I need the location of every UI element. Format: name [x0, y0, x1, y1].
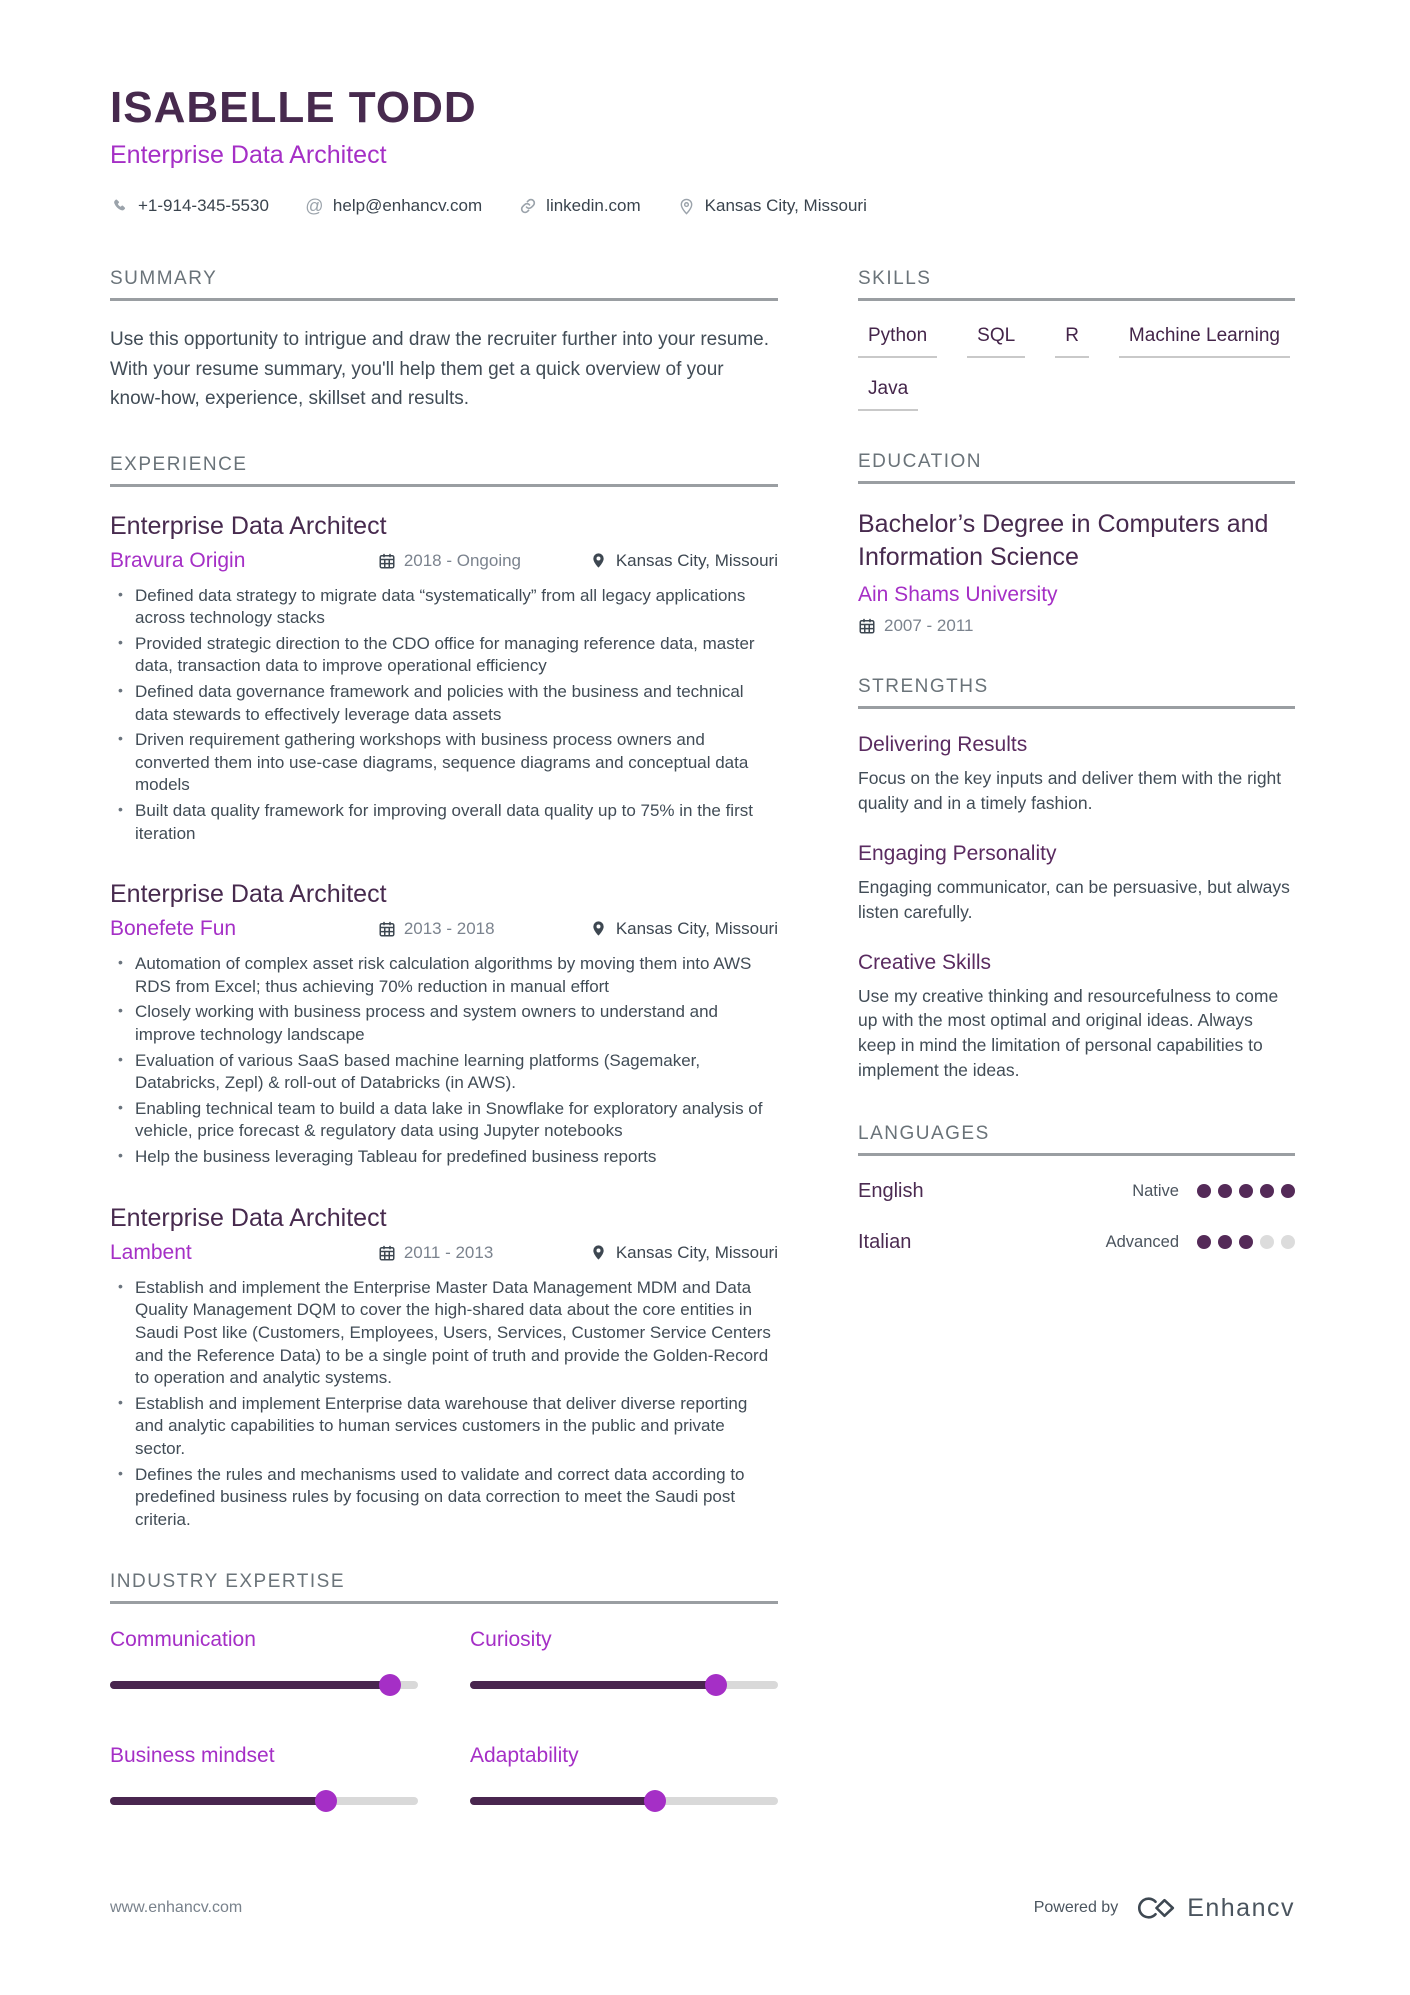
contact-item[interactable]: [518, 196, 641, 216]
education-dates: [858, 616, 1295, 636]
experience-heading: EXPERIENCE: [110, 454, 778, 487]
language-dots: [1197, 1235, 1295, 1249]
job-bullet: • Defines the rules and mechanisms used to validate and correct data according to predefined business rules by focusing on data correction to meet the Saudi post criteria.: [110, 1464, 778, 1532]
skills-list: [858, 325, 1295, 411]
skill-item: R: [1055, 325, 1089, 358]
dot-empty: [1260, 1235, 1274, 1249]
calendar-icon: [378, 1244, 396, 1262]
industry-expertise-label: Communication: [110, 1628, 256, 1652]
resume-header: [110, 85, 1295, 216]
language-level: Advanced: [1105, 1232, 1179, 1251]
experience-section: [110, 454, 778, 1532]
summary-heading: SUMMARY: [110, 268, 778, 301]
education-section: [858, 451, 1295, 636]
location-pin-icon: [590, 552, 608, 570]
job-bullets: [110, 953, 778, 1168]
left-column: [110, 268, 778, 1852]
language-name: English: [858, 1179, 924, 1202]
summary-section: [110, 268, 778, 413]
contact-text: help@enhancv.com: [332, 196, 483, 216]
expertise-slider: [470, 1674, 778, 1696]
job-dates-text: 2018 - Ongoing: [403, 550, 522, 570]
job-bullet: • Defined data governance framework and policies with the business and technical data stewards to effectively leverage data assets: [110, 681, 778, 726]
expertise-slider: [110, 1790, 418, 1812]
language-level: Native: [1132, 1181, 1179, 1200]
calendar-icon: [378, 552, 396, 570]
language-item: [858, 1180, 1295, 1203]
at-icon: @: [305, 196, 324, 217]
education-dates-text: 2007 - 2011: [884, 616, 974, 636]
industry-expertise-label: Curiosity: [470, 1628, 552, 1652]
company-name: Bravura Origin: [110, 548, 246, 572]
skill-item: Python: [858, 325, 937, 358]
calendar-icon: [858, 617, 876, 635]
contact-text: Kansas City, Missouri: [704, 196, 867, 216]
job-dates-text: 2013 - 2018: [403, 919, 495, 939]
job-bullets: [110, 1277, 778, 1532]
industry-expertise-item: [110, 1744, 418, 1812]
strength-text: Use my creative thinking and resourcefulness to come up with the most optimal and original ideas. Always keep in mind the limitation of personal capabilities to implement the ideas.: [858, 985, 1279, 1081]
industry-expertise-item: [470, 1628, 778, 1696]
contact-row: [110, 196, 1295, 216]
dot-empty: [1281, 1235, 1295, 1249]
slider-fill: [470, 1681, 716, 1689]
dot-filled: [1260, 1184, 1274, 1198]
contact-item: [677, 196, 867, 216]
link-icon: [518, 197, 537, 216]
dot-filled: [1239, 1235, 1253, 1249]
language-name: Italian: [858, 1230, 912, 1253]
job-bullet: • Built data quality framework for improving overall data quality up to 75% in the first iteration: [110, 800, 778, 845]
job-bullet: • Provided strategic direction to the CDO office for managing reference data, master data, transaction data to improve operational efficiency: [110, 633, 778, 678]
education-heading: EDUCATION: [858, 451, 1295, 484]
strengths-section: [858, 676, 1295, 1083]
contact-item: [110, 196, 269, 216]
job-bullet: • Establish and implement Enterprise data warehouse that deliver diverse reporting and analytic capabilities to human services customers in the public and private sector.: [110, 1393, 778, 1461]
strengths-heading: STRENGTHS: [858, 676, 1295, 709]
slider-thumb: [315, 1790, 337, 1812]
dot-filled: [1197, 1184, 1211, 1198]
job-dates: [378, 1243, 590, 1263]
contact-item[interactable]: [305, 196, 482, 216]
school-name: Ain Shams University: [858, 583, 1058, 607]
job-bullet: • Closely working with business process and system owners to understand and improve technology landscape: [110, 1001, 778, 1046]
skills-section: [858, 268, 1295, 411]
job-location-text: Kansas City, Missouri: [615, 1242, 778, 1262]
pin-icon: [677, 197, 696, 216]
experience-entry: [110, 1203, 778, 1532]
company-name: Lambent: [110, 1240, 192, 1264]
degree-title: Bachelor’s Degree in Computers and Information Science: [858, 510, 1269, 572]
slider-thumb: [644, 1790, 666, 1812]
language-dots: [1197, 1184, 1295, 1198]
expertise-slider: [470, 1790, 778, 1812]
calendar-icon: [378, 920, 396, 938]
strength-title: Delivering Results: [858, 733, 1028, 757]
dot-filled: [1218, 1184, 1232, 1198]
page-footer: [110, 1893, 1295, 1923]
job-bullet: • Automation of complex asset risk calculation algorithms by moving them into AWS RDS from Excel; thus achieving 70% reduction in manual effort: [110, 953, 778, 998]
industry-expertise-item: [470, 1744, 778, 1812]
dot-filled: [1197, 1235, 1211, 1249]
job-bullet: • Evaluation of various SaaS based machine learning platforms (Sagemaker, Databricks, Zepl) & roll-out of Databricks (in AWS).: [110, 1050, 778, 1095]
dot-filled: [1218, 1235, 1232, 1249]
job-location: [590, 551, 778, 571]
job-bullet: • Establish and implement the Enterprise Master Data Management MDM and Data Quality Management DQM to cover the high-shared data about the core entities in Saudi Post like (Customers, Employees, Users, Services, Customer Service Centers and the Reference Data) to be a single point of truth and provide the Golden-Record to operation and analytic systems.: [110, 1277, 778, 1390]
skill-item: Java: [858, 378, 918, 411]
job-meta: [110, 549, 778, 573]
dot-filled: [1281, 1184, 1295, 1198]
job-meta: [110, 1241, 778, 1265]
enhancv-brand: [1134, 1893, 1295, 1923]
industry-expertise-section: [110, 1571, 778, 1812]
job-bullet: • Defined data strategy to migrate data “systematically” from all legacy applications across technology stacks: [110, 585, 778, 630]
summary-text: Use this opportunity to intrigue and draw the recruiter further into your resume. With your resume summary, you'll help them get a quick overview of your know-how, experience, skillset and results.: [110, 329, 769, 410]
person-name: ISABELLE TODD: [110, 83, 477, 132]
job-title: Enterprise Data Architect: [110, 511, 387, 540]
website-link[interactable]: www.enhancv.com: [110, 1899, 243, 1916]
job-location-text: Kansas City, Missouri: [615, 919, 778, 939]
slider-thumb: [705, 1674, 727, 1696]
language-item: [858, 1231, 1295, 1254]
skill-item: SQL: [967, 325, 1025, 358]
skill-item: Machine Learning: [1119, 325, 1290, 358]
powered-by-text: Powered by: [1033, 1899, 1119, 1916]
languages-section: [858, 1123, 1295, 1254]
job-location: [590, 919, 778, 939]
dot-filled: [1239, 1184, 1253, 1198]
location-pin-icon: [590, 1244, 608, 1262]
industry-expertise-grid: [110, 1628, 778, 1812]
slider-fill: [110, 1681, 390, 1689]
strength-text: Focus on the key inputs and deliver them with the right quality and in a timely fashion.: [858, 768, 1282, 814]
slider-fill: [470, 1797, 655, 1805]
job-location-text: Kansas City, Missouri: [615, 550, 778, 570]
strength-item: [858, 951, 1295, 1083]
powered-by: [1034, 1893, 1295, 1923]
job-bullet: • Help the business leveraging Tableau for predefined business reports: [110, 1146, 778, 1169]
strength-title: Engaging Personality: [858, 841, 1057, 865]
company-name: Bonefete Fun: [110, 917, 237, 941]
phone-icon: [110, 197, 129, 216]
location-pin-icon: [590, 920, 608, 938]
industry-expertise-item: [110, 1628, 418, 1696]
right-column: [858, 268, 1295, 1852]
job-bullet: • Driven requirement gathering workshops with business process owners and converted them into use-case diagrams, sequence diagrams and conceptual data models: [110, 729, 778, 797]
expertise-slider: [110, 1674, 418, 1696]
job-bullets: [110, 585, 778, 846]
job-bullet: • Enabling technical team to build a data lake in Snowflake for exploratory analysis of vehicle, price forecast & regulatory data using Jupyter notebooks: [110, 1098, 778, 1143]
skills-heading: SKILLS: [858, 268, 1295, 301]
columns: [110, 268, 1295, 1852]
job-title: Enterprise Data Architect: [110, 880, 387, 909]
industry-expertise-label: Business mindset: [110, 1744, 275, 1768]
person-title: Enterprise Data Architect: [110, 141, 387, 170]
job-title: Enterprise Data Architect: [110, 1203, 387, 1232]
languages-heading: LANGUAGES: [858, 1123, 1295, 1156]
experience-entry: [110, 511, 778, 846]
slider-fill: [110, 1797, 326, 1805]
job-dates: [378, 919, 590, 939]
industry-expertise-label: Adaptability: [470, 1744, 579, 1768]
contact-text: +1-914-345-5530: [138, 196, 269, 216]
enhancv-logo-icon: [1134, 1893, 1178, 1923]
experience-entry: [110, 879, 778, 1168]
job-dates-text: 2011 - 2013: [403, 1242, 494, 1262]
enhancv-brand-name: Enhancv: [1187, 1893, 1295, 1922]
industry-expertise-heading: INDUSTRY EXPERTISE: [110, 1571, 778, 1604]
strength-item: [858, 842, 1295, 925]
job-location: [590, 1243, 778, 1263]
job-meta: [110, 917, 778, 941]
slider-thumb: [379, 1674, 401, 1696]
contact-text: linkedin.com: [546, 196, 641, 216]
strength-item: [858, 733, 1295, 816]
strength-text: Engaging communicator, can be persuasive, but always listen carefully.: [858, 876, 1290, 922]
strength-title: Creative Skills: [858, 950, 992, 974]
job-dates: [378, 551, 590, 571]
